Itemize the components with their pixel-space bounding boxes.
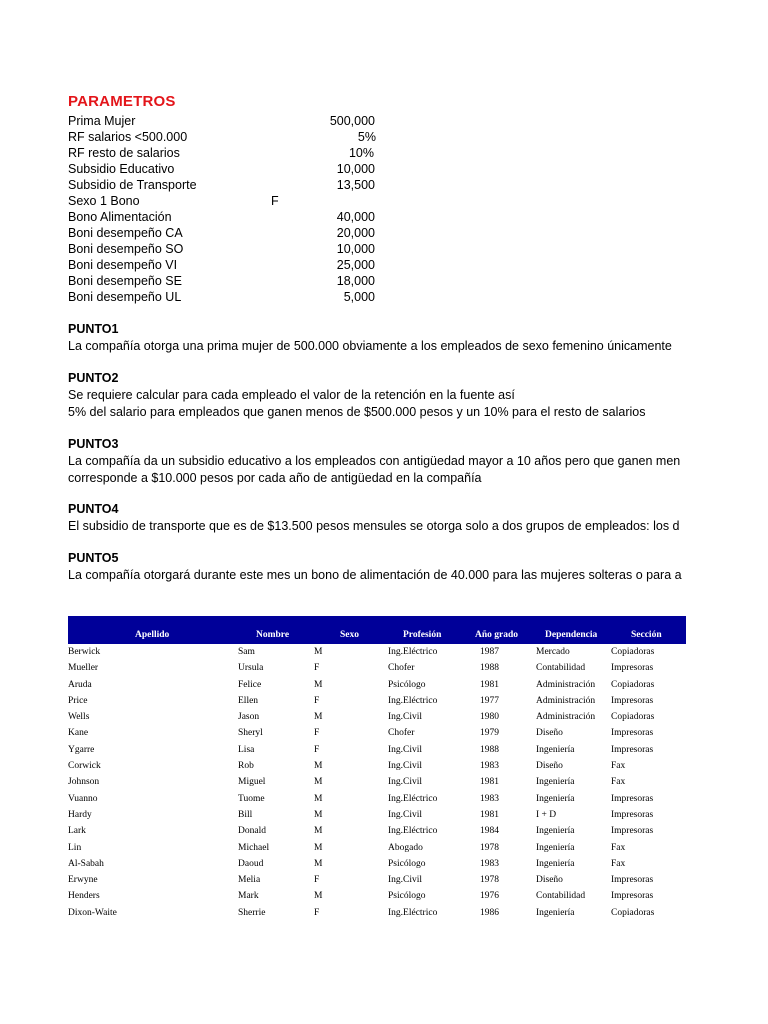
table-cell[interactable]: M [314,712,323,723]
table-cell[interactable]: Psicólogo [388,891,426,902]
table-cell[interactable]: Ing.Civil [388,761,423,772]
table-cell[interactable]: F [314,728,320,739]
table-cell[interactable]: Lark [68,826,86,837]
table-cell[interactable]: F [314,875,320,886]
table-row[interactable] [68,660,686,676]
table-cell[interactable]: Vuanno [68,793,98,804]
table-row[interactable] [68,888,686,904]
punto-title: PUNTO5 [68,551,119,565]
param-row [68,177,375,193]
table-cell[interactable]: Ingeniería [536,777,575,788]
param-value: 18,000 [336,274,375,288]
param-label: Boni desempeño VI [68,258,178,272]
table-cell[interactable]: Impresoras [611,891,654,902]
param-label: RF salarios <500.000 [68,130,188,144]
table-cell[interactable]: F [314,695,320,706]
table-cell[interactable]: 1978 [480,875,499,886]
punto-title: PUNTO4 [68,502,119,516]
param-label: Prima Mujer [68,114,136,128]
punto-text: Se requiere calcular para cada empleado el valor de la retención en la fuente así [68,388,515,402]
table-cell[interactable]: F [314,907,320,918]
param-row [68,193,328,209]
table-cell[interactable]: 1981 [480,777,499,788]
table-cell[interactable]: 1983 [480,858,499,869]
param-value: 20,000 [336,226,375,240]
param-value: F [271,194,279,208]
table-cell[interactable]: Ing.Eléctrico [388,907,438,918]
table-body [68,644,686,921]
table-cell[interactable]: Sam [238,647,255,657]
param-value: 25,000 [336,258,375,272]
table-cell[interactable]: Ing.Civil [388,777,423,788]
table-cell[interactable]: Copiadoras [611,907,655,918]
param-label: Boni desempeño SO [68,242,184,256]
table-cell[interactable]: Price [68,695,88,706]
table-cell[interactable]: Jason [238,712,260,723]
table-cell[interactable]: M [314,826,323,837]
table-row[interactable] [68,774,686,790]
table-cell[interactable]: Ingeniería [536,907,575,918]
punto-title: PUNTO1 [68,322,119,336]
table-cell[interactable]: F [314,744,320,755]
param-label: Bono Alimentación [68,210,172,224]
table-cell[interactable]: 1978 [480,842,499,853]
table-cell[interactable]: Impresoras [611,793,654,804]
table-cell[interactable]: Ing.Eléctrico [388,793,438,804]
table-cell[interactable]: Impresoras [611,809,654,820]
param-value: 10,000 [336,162,375,176]
punto-text: corresponde a $10.000 pesos por cada año de antigüedad en la compañía [68,471,482,485]
table-cell[interactable]: Fax [611,858,626,869]
table-cell[interactable]: 1980 [480,712,499,723]
table-row[interactable] [68,856,686,872]
param-value: 500,000 [329,114,375,128]
table-cell[interactable]: Donald [238,826,266,837]
param-label: Subsidio Educativo [68,162,175,176]
table-cell[interactable]: Administración [536,679,596,690]
param-label: Boni desempeño UL [68,290,182,304]
table-cell[interactable]: Wells [68,712,90,723]
param-value: 10% [348,146,374,160]
table-cell[interactable]: Psicólogo [388,679,426,690]
table-cell[interactable]: Contabilidad [536,663,586,674]
table-row[interactable] [68,742,686,758]
table-cell[interactable]: Chofer [388,728,415,739]
table-cell[interactable]: Impresoras [611,663,654,674]
table-cell[interactable]: 1987 [480,647,499,657]
param-value: 10,000 [336,242,375,256]
punto-text: La compañía otorgará durante este mes un bono de alimentación de 40.000 para las mujeres solteras o para a [68,568,682,582]
table-cell[interactable]: Impresoras [611,728,654,739]
table-cell[interactable]: Lin [68,842,82,853]
employee-table [68,616,686,921]
table-cell[interactable]: 1983 [480,761,499,772]
table-cell[interactable]: Copiadoras [611,712,655,723]
table-cell[interactable]: M [314,679,323,690]
table-row[interactable] [68,677,686,693]
header-seccion[interactable]: Sección [631,630,662,640]
param-row [68,225,375,241]
table-cell[interactable]: Sheryl [238,728,263,739]
table-cell[interactable]: Fax [611,761,626,772]
table-cell[interactable]: 1984 [480,826,499,837]
table-cell[interactable]: Ing.Eléctrico [388,826,438,837]
table-cell[interactable]: 1977 [480,695,499,706]
table-cell[interactable]: Aruda [68,679,92,690]
table-cell[interactable]: Johnson [68,777,100,788]
table-cell[interactable]: Psicólogo [388,858,426,869]
punto-2 [68,370,708,421]
param-row [68,161,375,177]
header-profesion[interactable]: Profesión [403,630,442,640]
table-cell[interactable]: 1981 [480,679,499,690]
table-cell[interactable]: Ingeniería [536,793,575,804]
table-cell[interactable]: M [314,891,323,902]
table-cell[interactable]: Ing.Eléctrico [388,695,438,706]
table-cell[interactable]: Corwick [68,761,101,772]
table-cell[interactable]: Fax [611,777,626,788]
table-cell[interactable]: Henders [68,891,100,902]
header-sexo[interactable]: Sexo [340,630,359,640]
header-ano-grado[interactable]: Año grado [475,630,519,640]
param-label: Boni desempeño SE [68,274,182,288]
punto-text: La compañía da un subsidio educativo a los empleados con antigüedad mayor a 10 años pero que ganen men [68,454,681,468]
table-cell[interactable]: Administración [536,712,596,723]
table-cell[interactable]: Impresoras [611,695,654,706]
table-cell[interactable]: Berwick [68,647,101,657]
table-cell[interactable]: 1976 [480,891,499,902]
table-cell[interactable]: 1979 [480,728,499,739]
param-row [68,113,375,129]
param-row [68,257,375,273]
table-cell[interactable]: Tuome [238,793,265,804]
punto-title: PUNTO2 [68,371,119,385]
table-row[interactable] [68,693,686,709]
table-cell[interactable]: Diseño [536,761,563,772]
punto-5 [68,550,708,584]
table-cell[interactable]: Ing.Eléctrico [388,647,438,657]
table-row[interactable] [68,758,686,774]
table-cell[interactable]: Ing.Civil [388,744,423,755]
punto-1 [68,321,708,355]
table-cell[interactable]: Sherrie [238,907,266,918]
table-row[interactable] [68,807,686,823]
table-row[interactable] [68,872,686,888]
table-cell[interactable]: Administración [536,695,596,706]
table-cell[interactable]: F [314,663,320,674]
table-cell[interactable]: Abogado [388,842,423,853]
table-cell[interactable]: M [314,761,323,772]
param-row [68,289,375,305]
table-row[interactable] [68,791,686,807]
table-cell[interactable]: Felice [238,679,262,690]
table-cell[interactable]: 1986 [480,907,499,918]
table-row[interactable] [68,840,686,856]
param-value: 13,500 [336,178,375,192]
table-cell[interactable]: Ingeniería [536,826,575,837]
table-cell[interactable]: Contabilidad [536,891,586,902]
table-cell[interactable]: 1981 [480,809,499,820]
table-cell[interactable]: Ing.Civil [388,875,423,886]
param-value: 40,000 [336,210,375,224]
param-label: RF resto de salarios [68,146,180,160]
table-cell[interactable]: Chofer [388,663,415,674]
table-cell[interactable]: M [314,842,323,853]
param-label: Sexo 1 Bono [68,194,140,208]
table-cell[interactable]: M [314,809,323,820]
table-cell[interactable]: Ursula [238,663,264,674]
header-dependencia[interactable]: Dependencia [545,630,598,640]
table-cell[interactable]: Melia [238,875,261,886]
param-label: Boni desempeño CA [68,226,183,240]
table-cell[interactable]: Miguel [238,777,266,788]
table-cell[interactable]: Diseño [536,875,563,886]
table-cell[interactable]: Michael [238,842,270,853]
table-cell[interactable]: Impresoras [611,826,654,837]
table-cell[interactable]: M [314,777,323,788]
param-row [68,145,374,161]
table-cell[interactable]: M [314,647,323,657]
table-cell[interactable]: Ing.Civil [388,712,423,723]
parameters-list [68,113,376,305]
param-row [68,273,375,289]
table-cell[interactable]: 1988 [480,663,499,674]
param-value: 5,000 [343,290,375,304]
table-cell[interactable]: Kane [68,728,89,739]
table-cell[interactable]: Ingeniería [536,842,575,853]
punto-text: La compañía otorga una prima mujer de 500.000 obviamente a los empleados de sexo femenino únicamente [68,339,672,353]
table-cell[interactable]: Mercado [536,647,570,657]
table-header [68,616,686,644]
table-row[interactable] [68,823,686,839]
table-cell[interactable]: Ygarre [68,744,95,755]
params-title: PARAMETROS [68,93,176,110]
header-nombre[interactable]: Nombre [256,630,290,640]
param-row [68,129,376,145]
header-apellido[interactable]: Apellido [135,630,170,640]
param-value: 5% [357,130,376,144]
table-cell[interactable]: Impresoras [611,744,654,755]
table-cell[interactable]: Mark [238,891,259,902]
table-cell[interactable]: M [314,793,323,804]
table-cell[interactable]: Mueller [68,663,99,674]
table-cell[interactable]: 1983 [480,793,499,804]
punto-3 [68,436,708,487]
table-cell[interactable]: Ing.Civil [388,809,423,820]
table-cell[interactable]: I + D [536,809,557,820]
table-cell[interactable]: Ingeniería [536,744,575,755]
table-row[interactable] [68,644,686,660]
table-cell[interactable]: Dixon-Waite [68,907,117,918]
table-cell[interactable]: 1988 [480,744,499,755]
table-row[interactable] [68,905,686,921]
table-cell[interactable]: Hardy [68,809,92,820]
table-cell[interactable]: Lisa [238,744,255,755]
table-cell[interactable]: Ingeniería [536,858,575,869]
param-label: Subsidio de Transporte [68,178,197,192]
table-row[interactable] [68,709,686,725]
table-cell[interactable]: Diseño [536,728,563,739]
table-cell[interactable]: Al-Sabah [68,858,104,869]
table-cell[interactable]: Copiadoras [611,647,655,657]
punto-text: 5% del salario para empleados que ganen menos de $500.000 pesos y un 10% para el resto de salarios [68,405,646,419]
table-cell[interactable]: Erwyne [68,875,98,886]
punto-text: El subsidio de transporte que es de $13.500 pesos mensules se otorga solo a dos grupos de empleados: los d [68,519,680,533]
table-cell[interactable]: Fax [611,842,626,853]
param-row [68,209,375,225]
punto-title: PUNTO3 [68,437,119,451]
param-row [68,241,375,257]
table-cell[interactable]: Bill [238,809,253,820]
table-cell[interactable]: Rob [238,761,254,772]
table-cell[interactable]: Impresoras [611,875,654,886]
table-cell[interactable]: Ellen [238,695,259,706]
punto-4 [68,501,708,535]
table-cell[interactable]: M [314,858,323,869]
table-row[interactable] [68,725,686,741]
table-cell[interactable]: Daoud [238,858,264,869]
table-cell[interactable]: Copiadoras [611,679,655,690]
